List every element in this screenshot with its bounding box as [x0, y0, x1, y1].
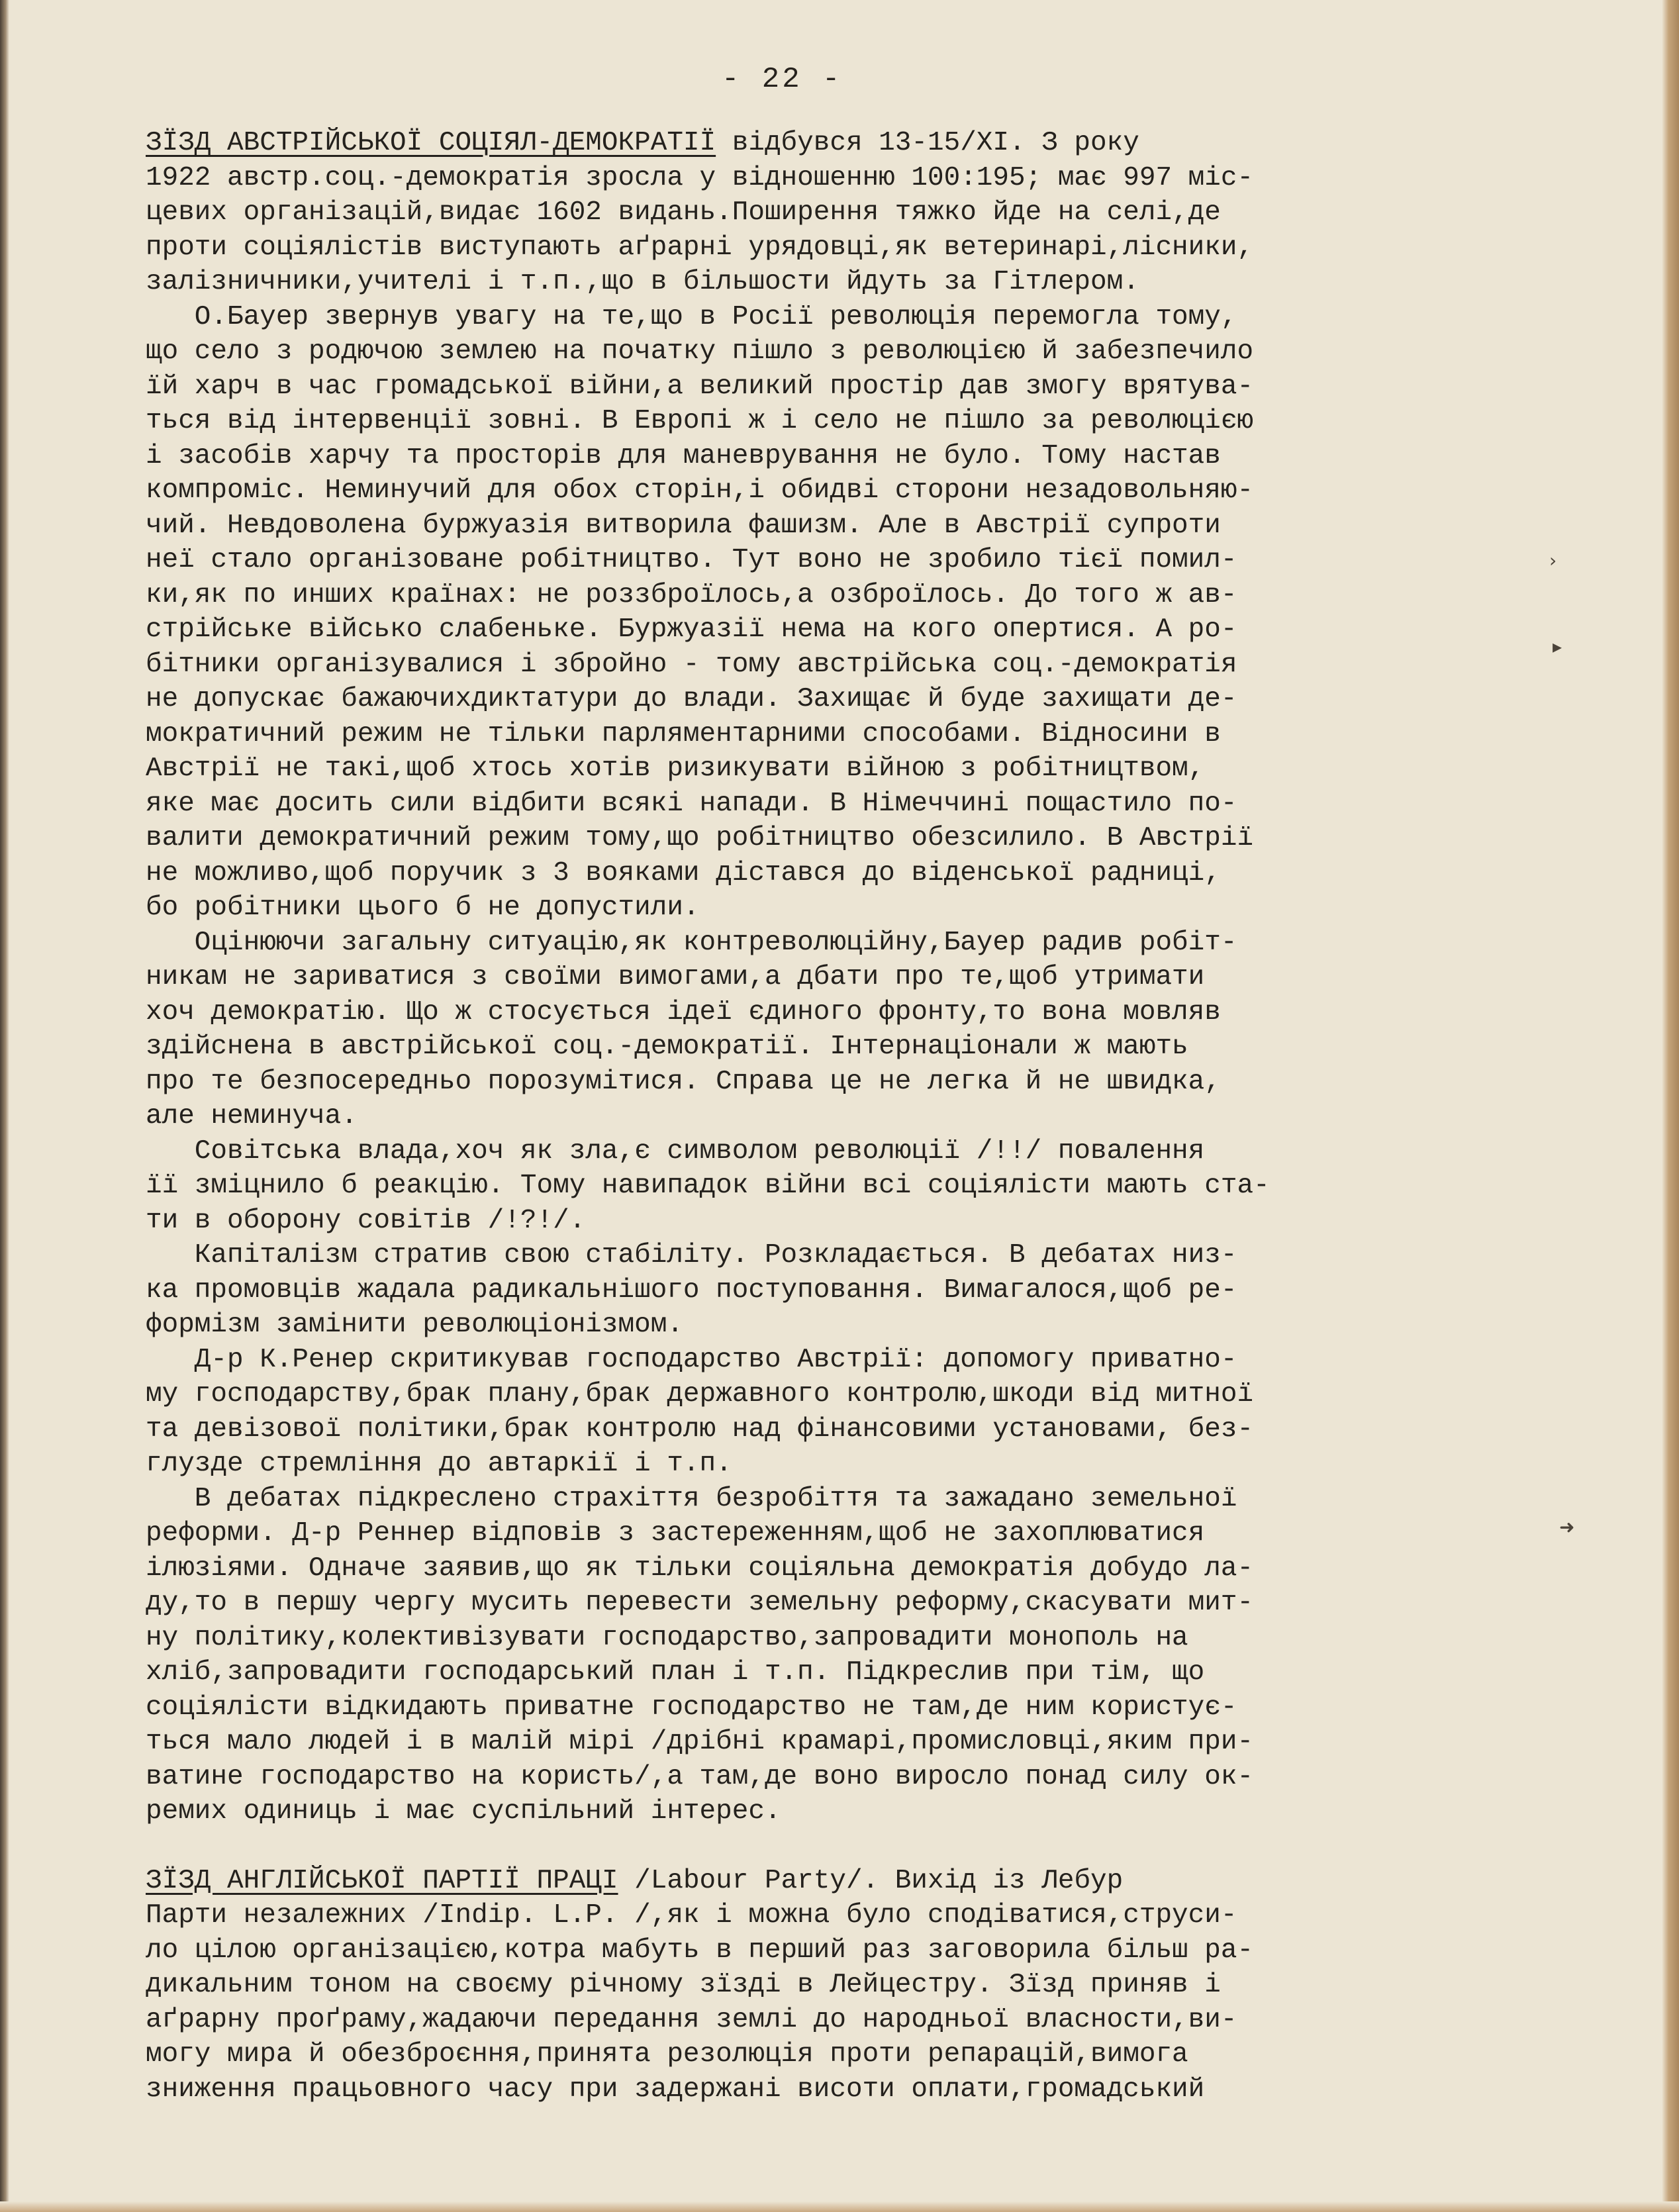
text-line: ться від інтервенції зовні. В Европі ж і село не пішло за революцією: [146, 406, 1254, 436]
text-line: про те безпосередньо порозумітися. Справа це не легка й не швидка,: [146, 1066, 1221, 1097]
text-line: їй харч в час громадської війни,а великий простір дав змогу врятува-: [146, 371, 1254, 402]
text-line: никам не зариватися з своїми вимогами,а дбати про те,щоб утримати: [146, 962, 1205, 992]
text-line: ло цілою організацією,котра мабуть в перший раз заговорила більш ра-: [146, 1935, 1254, 1966]
text-line: ка промовців жадала радикальнішого поступовання. Вимагалося,щоб ре-: [146, 1274, 1237, 1306]
text-line: му господарству,брак плану,брак державного контролю,шкоди від митної: [146, 1379, 1254, 1410]
text-line: її зміцнило б реакцію. Тому навипадок війни всі соціялісти мають ста-: [146, 1171, 1270, 1201]
section-heading-labour-congress: ЗЇЗД АНГЛІЙСЬКОЇ ПАРТІЇ ПРАЦІ: [146, 1865, 618, 1896]
text-line: Совітська влада,хоч як зла,є символом революції /!!/ повалення: [146, 1135, 1205, 1167]
text-line: Оцінюючи загальну ситуацію,як контреволюційну,Бауер радив робіт-: [146, 927, 1237, 958]
text-line: ться мало людей і в малій мірі /дрібні крамарі,промисловці,яким при-: [146, 1727, 1254, 1757]
page-edge-right: [1662, 0, 1679, 2212]
text-line: ЗЇЗД АВСТРІЙСЬКОЇ СОЦІЯЛ-ДЕМОКРАТІЇ відбувся 13-15/XI. З року: [146, 128, 1139, 158]
page-number: - 22 -: [722, 63, 843, 96]
text-line: ду,то в першу чергу мусить перевести земельну реформу,скасувати мит-: [146, 1588, 1254, 1618]
text-line: Капіталізм стратив свою стабіліту. Розкладається. В дебатах низ-: [146, 1240, 1237, 1271]
paragraph-gap: [146, 1829, 1549, 1864]
text-line: О.Бауер звернув увагу на те,що в Росії революція перемогла тому,: [146, 301, 1237, 332]
section-heading-austrian-congress: ЗЇЗД АВСТРІЙСЬКОЇ СОЦІЯЛ-ДЕМОКРАТІЇ: [146, 128, 716, 158]
text-line: та девізової політики,брак контролю над фінансовими установами, без-: [146, 1414, 1254, 1445]
text-line: Парти незалежних /Indip. L.P. /,як і можна було сподіватися,струси-: [146, 1900, 1237, 1931]
text-line: ЗЇЗД АНГЛІЙСЬКОЇ ПАРТІЇ ПРАЦІ /Labour Party/. Вихід із Лебур: [146, 1865, 1124, 1896]
text-line: валити демократичний режим тому,що робітництво обезсилило. В Австрії: [146, 823, 1254, 853]
text-line: ілюзіями. Одначе заявив,що як тільки соціяльна демократія добудо ла-: [146, 1553, 1254, 1584]
text-line: ти в оборону совітів /!?!/.: [146, 1205, 586, 1236]
text-line: бітники організувалися і збройно - тому австрійська соц.-демократія: [146, 649, 1237, 680]
text-line: глузде стремління до автаркії і т.п.: [146, 1449, 732, 1479]
text-line: ки,як по инших країнах: не роззброїлось,а озброїлось. До того ж ав-: [146, 579, 1237, 610]
text-line: цевих організацій,видає 1602 видань.Поширення тяжко йде на селі,де: [146, 197, 1221, 228]
text-line: але неминуча.: [146, 1101, 358, 1131]
margin-tick-mark: ›: [1549, 550, 1557, 571]
text-line: залізничники,учителі і т.п.,що в більшости йдуть за Гітлером.: [146, 267, 1139, 297]
text-line: зниження працьовного часу при задержані висоти оплати,громадський: [146, 2074, 1205, 2105]
text-line: здійснена в австрійської соц.-демократії. Інтернаціонали ж мають: [146, 1032, 1188, 1062]
typewritten-text: [146, 126, 1549, 2107]
text-line: формізм замінити революціонізмом.: [146, 1310, 683, 1340]
text-line: В дебатах підкреслено страхіття безробіття та зажадано земельної: [146, 1483, 1237, 1514]
margin-arrow-mark: ➜: [1559, 1516, 1575, 1538]
text-line: що село з родючою землею на початку пішло з революцією й забезпечило: [146, 336, 1254, 367]
text-line: дикальним тоном на своєму річному зїзді в Лейцестру. Зїзд приняв і: [146, 1970, 1221, 2000]
text-line: чий. Невдоволена буржуазія витворила фашизм. Але в Австрії супроти: [146, 510, 1221, 541]
margin-bullet-mark: ▸: [1553, 636, 1562, 657]
page-edge-bottom: [0, 2201, 1679, 2212]
text-line: хоч демократію. Що ж стосується ідеї єдиного фронту,то вона мовляв: [146, 996, 1221, 1028]
text-line: проти соціялістів виступають аґрарні урядовці,як ветеринарі,лісники,: [146, 232, 1254, 263]
text-line: аґрарну проґраму,жадаючи передання землі до народньої власности,ви-: [146, 2004, 1237, 2035]
text-line: не допускає бажаючихдиктатури до влади. Захищає й буде захищати де-: [146, 684, 1237, 714]
text-line: могу мира й обезброєння,принята резолюція проти репарацій,вимога: [146, 2039, 1188, 2070]
text-line: 1922 австр.соц.-демократія зросла у відношенню 100:195; має 997 міс-: [146, 162, 1254, 193]
text-line: не можливо,щоб поручик з 3 вояками дістався до віденської радниці,: [146, 857, 1221, 889]
text-line: Д-р К.Ренер скритикував господарство Австрії: допомогу приватно-: [146, 1344, 1237, 1375]
text-line: ремих одиниць і має суспільний інтерес.: [146, 1796, 781, 1827]
text-line: бо робітники цього б не допустили.: [146, 892, 700, 923]
text-line: ну політику,колективізувати господарство,запровадити монополь на: [146, 1622, 1188, 1653]
text-line: реформи. Д-р Реннер відповів з застереженням,щоб не захоплюватися: [146, 1518, 1205, 1549]
text-line: компроміс. Неминучий для обох сторін,і обидві сторони незадовольняю-: [146, 475, 1254, 506]
text-line: стрійське військо слабеньке. Буржуазії нема на кого опертися. А ро-: [146, 614, 1237, 645]
text-line: неї стало організоване робітництво. Тут воно не зробило тієї помил-: [146, 545, 1237, 575]
text-line: ватине господарство на користь/,а там,де воно виросло понад силу ок-: [146, 1761, 1254, 1792]
text-line: і засобів харчу та просторів для маневрування не було. Тому настав: [146, 440, 1221, 471]
text-line: Австрії не такі,щоб хтось хотів ризикувати війною з робітництвом,: [146, 753, 1205, 784]
text-line: мократичний режим не тільки парляментарними способами. Відносини в: [146, 718, 1221, 749]
text-line: хліб,запровадити господарський план і т.п. Підкреслив при тім, що: [146, 1657, 1205, 1688]
text-line: яке має досить сили відбити всякі напади. В Німеччині пощастило по-: [146, 788, 1237, 819]
text-line: соціялісти відкидають приватне господарство не там,де ним користує-: [146, 1692, 1237, 1723]
